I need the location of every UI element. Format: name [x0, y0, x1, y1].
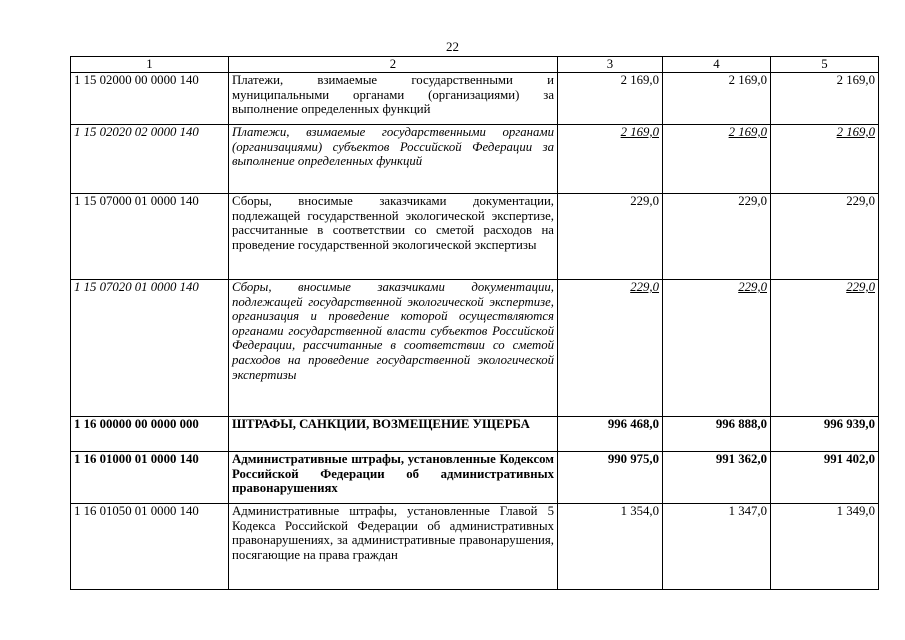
- row-value-col4: 991 362,0: [663, 452, 771, 504]
- row-value-col5: 2 169,0: [771, 73, 879, 125]
- column-header-4: 4: [663, 57, 771, 73]
- table-row: [71, 280, 879, 417]
- row-value-col5: 991 402,0: [771, 452, 879, 504]
- budget-table: [70, 56, 879, 590]
- row-code: 1 15 07020 01 0000 140: [71, 280, 229, 417]
- row-name: Административные штрафы, установленные Кодексом Российской Федерации об административных правонарушениях: [229, 452, 558, 504]
- row-value-col4: 2 169,0: [728, 125, 767, 139]
- row-code: 1 16 01050 01 0000 140: [71, 504, 229, 590]
- row-name: Сборы, вносимые заказчиками документации, подлежащей государственной экологической экспертизе, организация и проведение которой осуществляются органами государственной власти субъектов Российской Федерации, рассчитанные в соответствии со сметой расходов на проведение государственной экологической экспертизы: [229, 280, 558, 417]
- column-header-5: 5: [771, 57, 879, 73]
- table-row: [71, 125, 879, 194]
- table-row: [71, 452, 879, 504]
- row-value-col3: 996 468,0: [558, 417, 663, 452]
- row-code: 1 15 02000 00 0000 140: [71, 73, 229, 125]
- table-row: [71, 504, 879, 590]
- row-value-col3: 229,0: [558, 194, 663, 280]
- row-code: 1 16 01000 01 0000 140: [71, 452, 229, 504]
- row-value-col5: 229,0: [771, 194, 879, 280]
- row-name: Административные штрафы, установленные Главой 5 Кодекса Российской Федерации об административных правонарушениях, за административные правонарушения, посягающие на права граждан: [229, 504, 558, 590]
- row-code: 1 15 07000 01 0000 140: [71, 194, 229, 280]
- row-name: ШТРАФЫ, САНКЦИИ, ВОЗМЕЩЕНИЕ УЩЕРБА: [229, 417, 558, 452]
- column-header-1: 1: [71, 57, 229, 73]
- row-value-col4: 2 169,0: [663, 73, 771, 125]
- table-row: [71, 194, 879, 280]
- row-value-col5: 996 939,0: [771, 417, 879, 452]
- row-name: Сборы, вносимые заказчиками документации, подлежащей государственной экологической экспертизе, рассчитанные в соответствии со сметой расходов на проведение государственной экологической экспертизы: [229, 194, 558, 280]
- row-value-col4: 229,0: [663, 194, 771, 280]
- column-header-2: 2: [229, 57, 558, 73]
- row-name: Платежи, взимаемые государственными органами (организациями) субъектов Российской Федерации за выполнение определенных функций: [229, 125, 558, 194]
- row-value-col3: 2 169,0: [620, 125, 659, 139]
- page-number: 22: [446, 39, 459, 54]
- row-code: 1 16 00000 00 0000 000: [71, 417, 229, 452]
- table-row: [71, 417, 879, 452]
- row-value-col3: 1 354,0: [558, 504, 663, 590]
- row-value-col4: 996 888,0: [663, 417, 771, 452]
- row-value-col5: 229,0: [846, 280, 875, 294]
- row-value-col3: 2 169,0: [558, 73, 663, 125]
- row-value-col5: 1 349,0: [771, 504, 879, 590]
- row-name: Платежи, взимаемые государственными и муниципальными органами (организациями) за выполнение определенных функций: [229, 73, 558, 125]
- column-number-row: [71, 57, 879, 73]
- column-header-3: 3: [558, 57, 663, 73]
- table-row: [71, 73, 879, 125]
- row-value-col4: 1 347,0: [663, 504, 771, 590]
- row-code: 1 15 02020 02 0000 140: [71, 125, 229, 194]
- row-value-col5: 2 169,0: [836, 125, 875, 139]
- row-value-col3: 990 975,0: [558, 452, 663, 504]
- row-value-col4: 229,0: [738, 280, 767, 294]
- row-value-col3: 229,0: [630, 280, 659, 294]
